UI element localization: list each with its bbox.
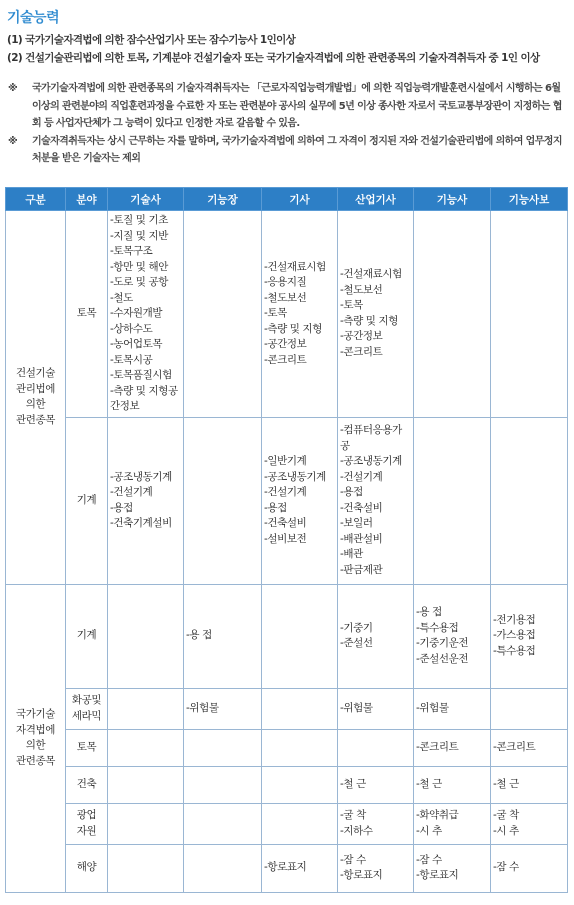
note-mark: ※: [8, 135, 18, 147]
qualification-item: -철 근: [340, 777, 366, 790]
qualification-item: -공조냉동기계: [340, 455, 402, 467]
qualification-cell: [108, 803, 184, 844]
qualification-item: -토질 및 기초: [110, 214, 168, 226]
qualification-cell: [262, 211, 338, 418]
qualification-cell: [184, 766, 262, 803]
qualification-item: -농어업토목: [110, 338, 163, 350]
qualification-cell: [262, 584, 338, 688]
qualification-item: -화약취급: [416, 809, 459, 821]
qualification-item: -공간정보: [340, 330, 383, 343]
qualification-cell: [338, 584, 414, 688]
qualification-cell: [414, 584, 491, 688]
qualification-cell: [108, 584, 184, 688]
qualification-cell: [414, 844, 491, 892]
table-row: [6, 584, 568, 688]
qualification-cell: [414, 211, 491, 418]
qualification-item: -특수용접: [493, 644, 536, 657]
qualification-cell: [184, 417, 262, 584]
qualification-item: -특수용접: [416, 621, 459, 634]
qualification-item: -상하수도: [110, 322, 153, 335]
qualification-cell: [338, 417, 414, 584]
note-1: [8, 80, 568, 133]
header-field: 분야: [66, 188, 108, 211]
qualification-item: -기중기: [340, 621, 373, 634]
qualification-item: -지하수: [340, 824, 373, 837]
field-cell: 기계: [66, 417, 108, 584]
qualification-item: -수자원개발: [110, 307, 163, 319]
qualification-item: -위험물: [186, 701, 219, 714]
requirement-2: (2) 건설기술관리법에 의한 토목, 기계분야 건설기술자 또는 국가기술자격법에 의한 관련종목의 기술자격취득자 중 1인 이상: [7, 52, 540, 64]
qualification-item: -굴 착: [493, 809, 519, 821]
qualification-cell: [338, 729, 414, 766]
note-mark: ※: [8, 83, 18, 94]
category-cell: 건설기술 관리법에 의한 관련종목: [6, 211, 66, 585]
field-cell: 토목: [66, 211, 108, 418]
qualification-cell: [108, 688, 184, 729]
header-master-craftsman: 기능장: [184, 188, 262, 211]
qualification-item: -건설재료시험: [264, 260, 326, 273]
header-category: 구분: [6, 188, 66, 211]
table-row: [6, 688, 568, 729]
qualification-item: -건설기계: [110, 486, 153, 498]
qualification-item: -용 접: [416, 606, 442, 618]
notes: [8, 80, 568, 168]
qualification-cell: [338, 688, 414, 729]
qualification-item: -일반기계: [264, 455, 307, 467]
qualification-item: -측량 및 지형: [340, 314, 398, 327]
field-cell: 건축: [66, 766, 108, 803]
qualification-item: -콘크리트: [264, 353, 307, 366]
qualification-item: -철도보선: [340, 283, 383, 296]
field-cell: 기계: [66, 584, 108, 688]
qualification-item: -건축설비: [340, 501, 383, 514]
table-row: [6, 803, 568, 844]
qualification-item: -시 추: [493, 824, 519, 837]
qualification-table: [5, 187, 568, 893]
qualification-cell: [491, 688, 568, 729]
qualification-item: -용접: [110, 501, 133, 514]
qualification-item: -잠 수: [416, 853, 442, 866]
qualification-cell: [108, 844, 184, 892]
note-text: 국가기술자격법에 의한 관련종목의 기술자격취득자는 「근로자직업능력개발법」에 의한 직업능력개발훈련시설에서 시행하는 6월 이상의 관련분야의 직업훈련과정을 수료한 자 또는 관련분야 공사의 실무에 5년 이상 종사한 자로서 국토교통부장관이 지정하는 협회 등 사업자단체가 그 능력이 있다고 인정한 자로 갈음할 수 있음.: [32, 83, 562, 129]
qualification-item: -굴 착: [340, 809, 366, 821]
field-cell: 토목: [66, 729, 108, 766]
qualification-item: -공조냉동기계: [264, 470, 326, 483]
table-row: [6, 766, 568, 803]
qualification-cell: [338, 766, 414, 803]
qualification-cell: [184, 584, 262, 688]
qualification-item: -건설재료시험: [340, 268, 402, 281]
qualification-item: -토목품질시험: [110, 369, 172, 381]
header-industrial-engineer: 산업기사: [338, 188, 414, 211]
field-cell: 해양: [66, 844, 108, 892]
header-craftsman: 기능사: [414, 188, 491, 211]
qualification-cell: [414, 729, 491, 766]
qualification-cell: [262, 844, 338, 892]
requirement-1: (1) 국가기술자격법에 의한 잠수산업기사 또는 잠수기능사 1인이상: [7, 34, 296, 46]
category-cell: 국가기술 자격법에 의한 관련종목: [6, 584, 66, 892]
header-engineer: 기사: [262, 188, 338, 211]
qualification-item: -토목: [264, 307, 287, 319]
qualification-item: -잠 수: [493, 861, 519, 874]
qualification-item: -토목: [340, 299, 363, 312]
qualification-cell: [108, 729, 184, 766]
qualification-cell: [262, 803, 338, 844]
qualification-cell: [184, 803, 262, 844]
qualification-item: -용접: [264, 501, 287, 514]
qualification-item: -항로표지: [264, 861, 307, 874]
note-2: [8, 133, 568, 168]
qualification-item: -준설선운전: [416, 652, 469, 665]
qualification-item: -토목구조: [110, 245, 153, 257]
qualification-item: -준설선: [340, 637, 373, 649]
qualification-cell: [491, 211, 568, 418]
qualification-item: -항로표지: [340, 869, 383, 881]
qualification-cell: [184, 688, 262, 729]
header-assistant-craftsman: 기능사보: [491, 188, 568, 211]
note-text: 기술자격취득자는 상시 근무하는 자를 말하며, 국가기술자격법에 의하여 그 자격이 정지된 자와 건설기술관리법에 의하여 업무정지처분을 받은 기술자는 제외: [32, 135, 562, 164]
qualification-cell: [491, 766, 568, 803]
table-header-row: [6, 188, 568, 211]
qualification-item: -공조냉동기계: [110, 470, 172, 483]
qualification-item: -건축기계설비: [110, 517, 172, 529]
qualification-cell: [108, 417, 184, 584]
qualification-item: -콘크리트: [416, 740, 459, 753]
qualification-cell: [184, 211, 262, 418]
qualification-item: -건설기계: [340, 470, 383, 483]
table-row: [6, 211, 568, 418]
qualification-item: -판금제관: [340, 563, 383, 576]
field-cell: 광업 자원: [66, 803, 108, 844]
section-title: 기술능력: [7, 10, 60, 26]
qualification-item: -항만 및 해안: [110, 260, 168, 273]
qualification-item: -공간정보: [264, 338, 307, 350]
qualification-cell: [262, 688, 338, 729]
qualification-cell: [414, 766, 491, 803]
qualification-item: -측량 및 지형: [264, 322, 322, 335]
qualification-item: -응용지질: [264, 276, 307, 288]
qualification-item: -용 접: [186, 629, 212, 642]
qualification-cell: [491, 803, 568, 844]
qualification-item: -용접: [340, 486, 363, 498]
qualification-item: -보일러: [340, 517, 373, 529]
qualification-item: -위험물: [340, 701, 373, 714]
table-row: [6, 417, 568, 584]
qualification-item: -콘크리트: [340, 345, 383, 358]
qualification-cell: [338, 844, 414, 892]
qualification-cell: [262, 729, 338, 766]
qualification-item: -전기용접: [493, 613, 536, 626]
qualification-cell: [491, 417, 568, 584]
header-engineer-professional: 기술사: [108, 188, 184, 211]
qualification-cell: [491, 584, 568, 688]
qualification-item: -콘크리트: [493, 740, 536, 753]
qualification-item: -건축설비: [264, 517, 307, 529]
qualification-cell: [338, 211, 414, 418]
qualification-item: -도로 및 공항: [110, 276, 168, 288]
qualification-item: -컴퓨터응용가공: [340, 424, 402, 452]
qualification-item: -지질 및 지반: [110, 229, 168, 242]
qualification-cell: [262, 766, 338, 803]
qualification-item: -배관: [340, 548, 363, 560]
qualification-cell: [108, 766, 184, 803]
field-cell: 화공및 세라믹: [66, 688, 108, 729]
qualification-item: -철 근: [416, 777, 442, 790]
qualification-cell: [491, 844, 568, 892]
qualification-item: -토목시공: [110, 353, 153, 366]
qualification-item: -항로표지: [416, 869, 459, 881]
qualification-item: -철도보선: [264, 291, 307, 304]
qualification-item: -설비보전: [264, 532, 307, 545]
qualification-item: -시 추: [416, 824, 442, 837]
qualification-cell: [184, 729, 262, 766]
qualification-item: -잠 수: [340, 853, 366, 866]
qualification-item: -기중기운전: [416, 637, 469, 649]
table-row: [6, 729, 568, 766]
qualification-item: -위험물: [416, 701, 449, 714]
qualification-item: -철도: [110, 291, 133, 304]
table-body: [6, 211, 568, 893]
qualification-cell: [184, 844, 262, 892]
table-row: [6, 844, 568, 892]
qualification-cell: [338, 803, 414, 844]
qualification-cell: [414, 688, 491, 729]
qualification-cell: [491, 729, 568, 766]
qualification-cell: [262, 417, 338, 584]
qualification-cell: [108, 211, 184, 418]
qualification-item: -가스용접: [493, 629, 536, 642]
qualification-item: -배관설비: [340, 532, 383, 545]
qualification-item: -건설기계: [264, 486, 307, 498]
qualification-cell: [414, 417, 491, 584]
qualification-item: -철 근: [493, 777, 519, 790]
qualification-item: -측량 및 지형공간정보: [110, 384, 178, 412]
qualification-cell: [414, 803, 491, 844]
